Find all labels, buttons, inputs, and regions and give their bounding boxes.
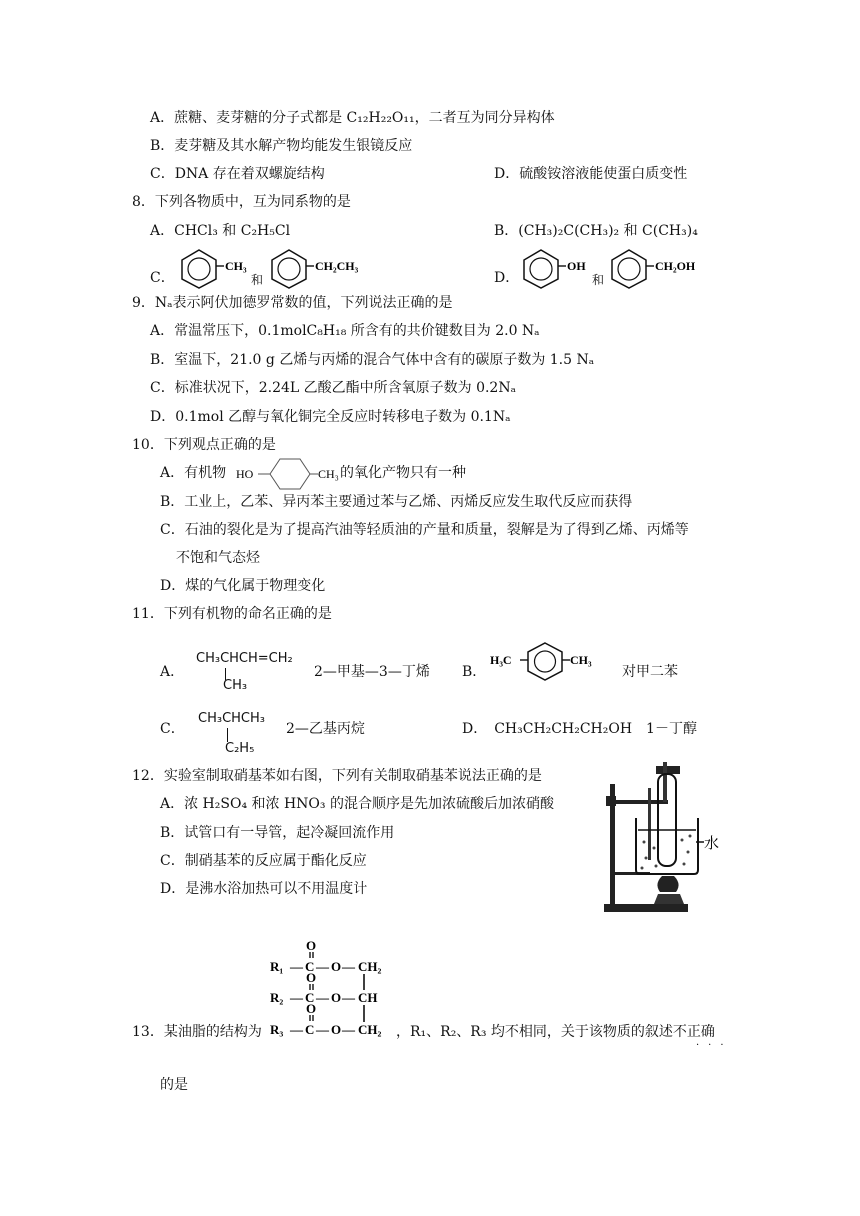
q8-d-phenol-structure bbox=[522, 246, 592, 286]
svg-text:—: — bbox=[316, 990, 329, 1005]
q9-option-c: C．标准状况下，2.24L 乙酸乙酯中所含氧原子数为 0.2Nₐ bbox=[150, 380, 516, 396]
q12-stem: 12．实验室制取硝基苯如右图，下列有关制取硝基苯说法正确的是 bbox=[132, 768, 542, 784]
svg-text:O: O bbox=[306, 1001, 317, 1016]
q11-option-a-label: A． bbox=[160, 664, 185, 680]
q13-stem-end: 的是 bbox=[160, 1077, 188, 1093]
q10-option-a-suffix: 的氧化产物只有一种 bbox=[340, 465, 466, 481]
q8-c-ethylbenzene-structure bbox=[270, 246, 370, 286]
svg-text:O: O bbox=[331, 1022, 342, 1037]
q9-option-d: D．0.1mol 乙醇与氧化铜完全反应时转移电子数为 0.1Nₐ bbox=[150, 409, 511, 425]
q12-option-a: A．浓 H₂SO₄ 和浓 HNO₃ 的混合顺序是先加浓硫酸后加浓硝酸 bbox=[160, 796, 554, 812]
svg-text:—: — bbox=[342, 1022, 355, 1037]
q10-option-a-prefix: A．有机物 bbox=[160, 465, 227, 481]
q11-option-b-label: B． bbox=[462, 664, 487, 680]
q10-stem: 10．下列观点正确的是 bbox=[132, 437, 276, 453]
svg-text:R₂: R₂ bbox=[270, 990, 284, 1005]
q11-c-branch: C₂H₅ bbox=[225, 741, 255, 756]
svg-text:C: C bbox=[305, 990, 315, 1005]
svg-text:C: C bbox=[305, 959, 315, 974]
q7-option-c: C．DNA 存在着双螺旋结构 bbox=[150, 166, 325, 182]
q8-d-left-group: OH bbox=[567, 259, 586, 273]
q8-d-and: 和 bbox=[592, 273, 605, 287]
nitrobenzene-apparatus-figure bbox=[600, 762, 730, 922]
q13-stem-prefix: 13．某油脂的结构为 bbox=[132, 1024, 262, 1040]
svg-text:—: — bbox=[316, 1022, 329, 1037]
apparatus-water-label: 水 bbox=[704, 836, 720, 852]
svg-text:—: — bbox=[290, 1022, 303, 1037]
q11-b-xylene-structure bbox=[490, 640, 610, 682]
q10-a-ch3: CH₃ bbox=[318, 467, 339, 481]
svg-text:CH₂: CH₂ bbox=[358, 1022, 382, 1037]
q7-option-a: A．蔗糖、麦芽糖的分子式都是 C₁₂H₂₂O₁₁，二者互为同分异构体 bbox=[150, 110, 555, 126]
q11-c-name: 2—乙基丙烷 bbox=[286, 721, 365, 737]
q11-b-left-group: H₃C bbox=[490, 653, 512, 667]
q8-option-d-label: D． bbox=[494, 270, 520, 286]
q11-c-formula: CH₃CHCH₃ bbox=[198, 711, 265, 726]
q8-d-benzyl-alcohol-structure bbox=[610, 246, 710, 286]
q9-stem: 9．Nₐ表示阿伏加德罗常数的值，下列说法正确的是 bbox=[132, 295, 453, 311]
q8-d-right-group: CH₂OH bbox=[655, 259, 696, 273]
svg-text:—: — bbox=[316, 959, 329, 974]
q11-stem: 11．下列有机物的命名正确的是 bbox=[132, 606, 332, 622]
q8-stem: 8．下列各物质中，互为同系物的是 bbox=[132, 194, 351, 210]
q11-b-right-group: CH₃ bbox=[570, 653, 592, 667]
q8-c-right-group: CH₂CH₃ bbox=[315, 259, 359, 273]
emphasis-dots: ··· bbox=[696, 1040, 733, 1051]
svg-text:—: — bbox=[342, 990, 355, 1005]
svg-text:O: O bbox=[331, 959, 342, 974]
q8-c-left-group: CH₃ bbox=[225, 259, 247, 273]
q11-option-d: D． CH₃CH₂CH₂CH₂OH 1－丁醇 bbox=[462, 721, 697, 737]
svg-text:—: — bbox=[290, 959, 303, 974]
q10-option-c-line2: 不饱和气态烃 bbox=[176, 550, 260, 566]
q9-option-b: B．室温下，21.0 g 乙烯与丙烯的混合气体中含有的碳原子数为 1.5 Nₐ bbox=[150, 352, 595, 368]
svg-text:C: C bbox=[305, 1022, 315, 1037]
svg-text:—: — bbox=[342, 959, 355, 974]
q12-option-b: B．试管口有一导管，起冷凝回流作用 bbox=[160, 825, 395, 841]
q9-option-a: A．常温常压下，0.1molC₈H₁₈ 所含有的共价键数目为 2.0 Nₐ bbox=[150, 323, 540, 339]
q10-a-cyclohexane-structure bbox=[234, 456, 344, 492]
q8-option-c-label: C． bbox=[150, 270, 175, 286]
q13-stem-suffix: ，R₁、R₂、R₃ 均不相同，关于该物质的叙述不正确 bbox=[396, 1024, 715, 1040]
svg-text:CH: CH bbox=[358, 990, 378, 1005]
svg-text:—: — bbox=[290, 990, 303, 1005]
q11-b-name: 对甲二苯 bbox=[622, 664, 678, 680]
q13-fat-structure bbox=[268, 938, 398, 1042]
q12-option-d: D．是沸水浴加热可以不用温度计 bbox=[160, 881, 368, 897]
q12-option-c: C．制硝基苯的反应属于酯化反应 bbox=[160, 853, 367, 869]
q10-option-c-line1: C．石油的裂化是为了提高汽油等轻质油的产量和质量，裂解是为了得到乙烯、丙烯等 bbox=[160, 522, 689, 538]
svg-text:O: O bbox=[306, 970, 317, 985]
q11-a-branch: CH₃ bbox=[223, 678, 248, 693]
q8-option-b: B．(CH₃)₂C(CH₃)₂ 和 C(CH₃)₄ bbox=[494, 223, 698, 239]
q11-option-c-label: C． bbox=[160, 721, 185, 737]
q8-c-toluene-structure bbox=[180, 246, 260, 286]
q11-a-formula: CH₃CHCH=CH₂ bbox=[196, 651, 293, 666]
q10-option-b: B．工业上，乙苯、异丙苯主要通过苯与乙烯、丙烯反应发生取代反应而获得 bbox=[160, 494, 633, 510]
q7-option-d: D．硫酸铵溶液能使蛋白质变性 bbox=[494, 166, 688, 182]
svg-text:R₃: R₃ bbox=[270, 1022, 284, 1037]
svg-text:CH₂: CH₂ bbox=[358, 959, 382, 974]
q11-a-name: 2—甲基—3—丁烯 bbox=[314, 664, 430, 680]
svg-text:O: O bbox=[306, 938, 317, 953]
q8-c-and: 和 bbox=[251, 273, 264, 287]
q7-option-b: B．麦芽糖及其水解产物均能发生银镜反应 bbox=[150, 138, 413, 154]
svg-text:O: O bbox=[331, 990, 342, 1005]
q10-option-d: D．煤的气化属于物理变化 bbox=[160, 578, 326, 594]
svg-text:R₁: R₁ bbox=[270, 959, 284, 974]
q8-option-a: A．CHCl₃ 和 C₂H₅Cl bbox=[150, 223, 291, 239]
q10-a-ho: HO bbox=[236, 467, 254, 481]
